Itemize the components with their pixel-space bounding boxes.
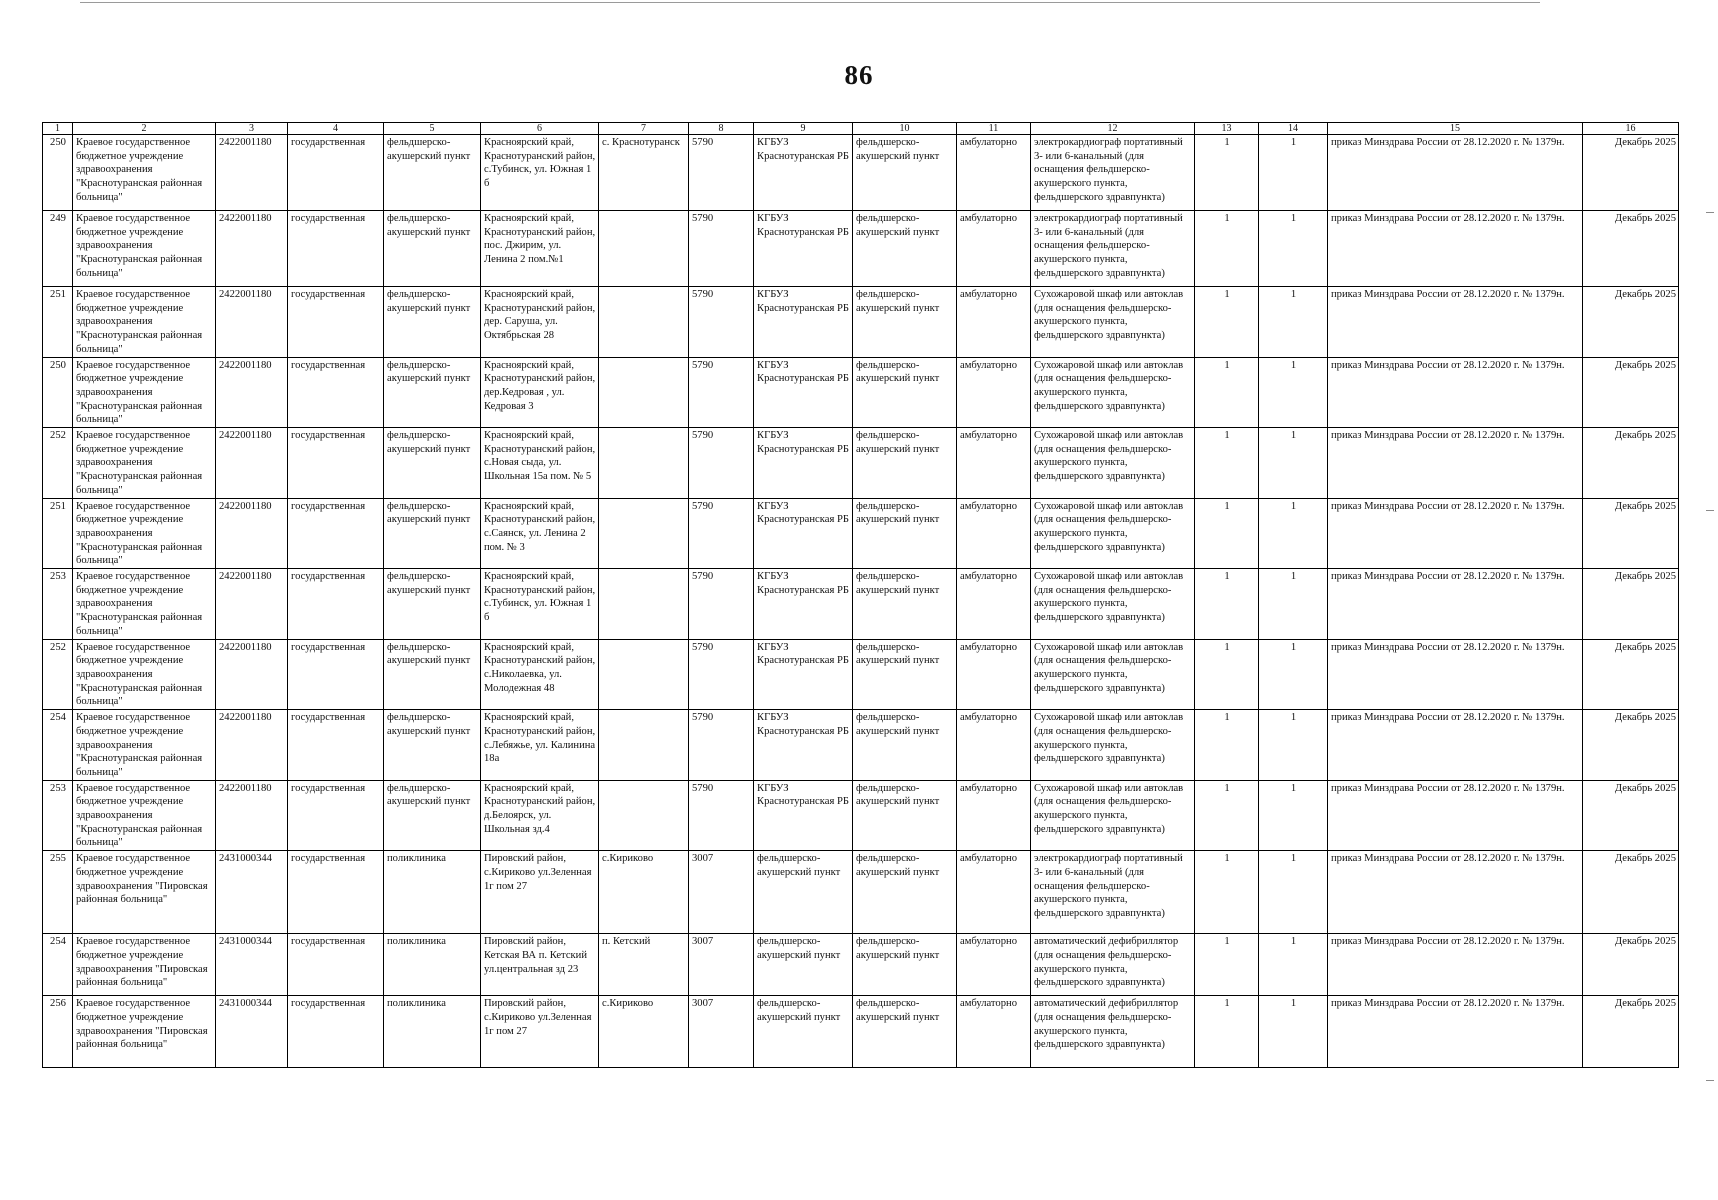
code-cell: 5790 (689, 569, 754, 640)
organization-cell: Краевое государственное бюджетное учреждение здравоохранения "Краснотуранская районная больница" (73, 780, 216, 851)
ownership-cell: государственная (288, 996, 384, 1068)
ownership-cell: государственная (288, 211, 384, 287)
address-cell: Красноярский край, Краснотуранский район, с.Новая сыда, ул. Школьная 15а пом. № 5 (481, 428, 599, 499)
quantity-cell: 1 (1195, 780, 1259, 851)
quantity-cell: 1 (1195, 498, 1259, 569)
settlement-cell: с.Кириково (599, 996, 689, 1068)
address-cell: Красноярский край, Краснотуранский район, с.Саянск, ул. Ленина 2 пом. № 3 (481, 498, 599, 569)
subdivision-cell: фельдшерско-акушерский пункт (853, 851, 957, 934)
subdivision-cell: фельдшерско-акушерский пункт (853, 639, 957, 710)
date-cell: Декабрь 2025 (1583, 498, 1679, 569)
care-mode-cell: амбулаторно (957, 934, 1031, 996)
ownership-cell: государственная (288, 135, 384, 211)
settlement-cell: с. Краснотуранск (599, 135, 689, 211)
column-header: 9 (754, 123, 853, 135)
settlement-cell (599, 357, 689, 428)
settlement-cell (599, 287, 689, 358)
unit-type-cell: фельдшерско-акушерский пункт (384, 211, 481, 287)
table-row (43, 710, 1679, 781)
quantity-cell: 1 (1259, 428, 1328, 499)
table-row (43, 996, 1679, 1068)
quantity-cell: 1 (1259, 135, 1328, 211)
care-mode-cell: амбулаторно (957, 569, 1031, 640)
equipment-cell: Сухожаровой шкаф или автоклав (для оснащения фельдшерско-акушерского пункта, фельдшерского здравпункта) (1031, 710, 1195, 781)
inn-cell: 2422001180 (216, 428, 288, 499)
organization-cell: Краевое государственное бюджетное учреждение здравоохранения "Краснотуранская районная больница" (73, 135, 216, 211)
settlement-cell: с.Кириково (599, 851, 689, 934)
address-cell: Красноярский край, Краснотуранский район, с.Николаевка, ул. Молодежная 48 (481, 639, 599, 710)
equipment-cell: электрокардиограф портативный 3- или 6-канальный (для оснащения фельдшерско-акушерского пункта, фельдшерского здравпункта) (1031, 851, 1195, 934)
division-cell: КГБУЗ Краснотуранская РБ (754, 135, 853, 211)
ownership-cell: государственная (288, 498, 384, 569)
column-header: 12 (1031, 123, 1195, 135)
scan-edge-mark (1706, 1080, 1714, 1081)
basis-cell: приказ Минздрава России от 28.12.2020 г. № 1379н. (1328, 934, 1583, 996)
organization-cell: Краевое государственное бюджетное учреждение здравоохранения "Краснотуранская районная больница" (73, 357, 216, 428)
code-cell: 5790 (689, 135, 754, 211)
quantity-cell: 1 (1195, 135, 1259, 211)
date-cell: Декабрь 2025 (1583, 569, 1679, 640)
basis-cell: приказ Минздрава России от 28.12.2020 г. № 1379н. (1328, 211, 1583, 287)
organization-cell: Краевое государственное бюджетное учреждение здравоохранения "Краснотуранская районная больница" (73, 639, 216, 710)
quantity-cell: 1 (1195, 851, 1259, 934)
column-header: 1 (43, 123, 73, 135)
quantity-cell: 1 (1259, 639, 1328, 710)
settlement-cell (599, 639, 689, 710)
column-header: 2 (73, 123, 216, 135)
quantity-cell: 1 (1195, 996, 1259, 1068)
date-cell: Декабрь 2025 (1583, 710, 1679, 781)
organization-cell: Краевое государственное бюджетное учреждение здравоохранения "Краснотуранская районная больница" (73, 287, 216, 358)
settlement-cell: п. Кетский (599, 934, 689, 996)
basis-cell: приказ Минздрава России от 28.12.2020 г. № 1379н. (1328, 569, 1583, 640)
subdivision-cell: фельдшерско-акушерский пункт (853, 287, 957, 358)
table-row (43, 498, 1679, 569)
date-cell: Декабрь 2025 (1583, 851, 1679, 934)
code-cell: 5790 (689, 639, 754, 710)
basis-cell: приказ Минздрава России от 28.12.2020 г. № 1379н. (1328, 996, 1583, 1068)
address-cell: Пировский район, с.Кириково ул.Зеленная 1г пом 27 (481, 851, 599, 934)
care-mode-cell: амбулаторно (957, 287, 1031, 358)
care-mode-cell: амбулаторно (957, 639, 1031, 710)
date-cell: Декабрь 2025 (1583, 639, 1679, 710)
code-cell: 3007 (689, 996, 754, 1068)
equipment-cell: Сухожаровой шкаф или автоклав (для оснащения фельдшерско-акушерского пункта, фельдшерского здравпункта) (1031, 287, 1195, 358)
row-number-cell: 251 (43, 287, 73, 358)
row-number-cell: 250 (43, 357, 73, 428)
ownership-cell: государственная (288, 780, 384, 851)
quantity-cell: 1 (1259, 780, 1328, 851)
inn-cell: 2422001180 (216, 639, 288, 710)
row-number-cell: 251 (43, 498, 73, 569)
address-cell: Красноярский край, Краснотуранский район, с.Тубинск, ул. Южная 1 б (481, 569, 599, 640)
equipment-cell: Сухожаровой шкаф или автоклав (для оснащения фельдшерско-акушерского пункта, фельдшерского здравпункта) (1031, 498, 1195, 569)
organization-cell: Краевое государственное бюджетное учреждение здравоохранения "Пировская районная больница" (73, 851, 216, 934)
table-row (43, 780, 1679, 851)
equipment-cell: электрокардиограф портативный 3- или 6-канальный (для оснащения фельдшерско-акушерского пункта, фельдшерского здравпункта) (1031, 135, 1195, 211)
settlement-cell (599, 710, 689, 781)
inn-cell: 2431000344 (216, 996, 288, 1068)
address-cell: Красноярский край, Краснотуранский район, д.Белоярск, ул. Школьная зд.4 (481, 780, 599, 851)
basis-cell: приказ Минздрава России от 28.12.2020 г. № 1379н. (1328, 639, 1583, 710)
address-cell: Пировский район, Кетская ВА п. Кетский ул.центральная зд 23 (481, 934, 599, 996)
quantity-cell: 1 (1259, 996, 1328, 1068)
address-cell: Пировский район, с.Кириково ул.Зеленная 1г пом 27 (481, 996, 599, 1068)
column-header: 7 (599, 123, 689, 135)
ownership-cell: государственная (288, 934, 384, 996)
care-mode-cell: амбулаторно (957, 851, 1031, 934)
address-cell: Красноярский край, Краснотуранский район, пос. Джирим, ул. Ленина 2 пом.№1 (481, 211, 599, 287)
inn-cell: 2431000344 (216, 851, 288, 934)
address-cell: Красноярский край, Краснотуранский район, дер. Саруша, ул. Октябрьская 28 (481, 287, 599, 358)
inn-cell: 2422001180 (216, 287, 288, 358)
care-mode-cell: амбулаторно (957, 428, 1031, 499)
subdivision-cell: фельдшерско-акушерский пункт (853, 996, 957, 1068)
unit-type-cell: фельдшерско-акушерский пункт (384, 569, 481, 640)
quantity-cell: 1 (1259, 211, 1328, 287)
unit-type-cell: фельдшерско-акушерский пункт (384, 357, 481, 428)
care-mode-cell: амбулаторно (957, 780, 1031, 851)
code-cell: 5790 (689, 498, 754, 569)
equipment-cell: Сухожаровой шкаф или автоклав (для оснащения фельдшерско-акушерского пункта, фельдшерского здравпункта) (1031, 780, 1195, 851)
column-header: 16 (1583, 123, 1679, 135)
basis-cell: приказ Минздрава России от 28.12.2020 г. № 1379н. (1328, 428, 1583, 499)
quantity-cell: 1 (1259, 357, 1328, 428)
subdivision-cell: фельдшерско-акушерский пункт (853, 710, 957, 781)
quantity-cell: 1 (1259, 569, 1328, 640)
date-cell: Декабрь 2025 (1583, 428, 1679, 499)
organization-cell: Краевое государственное бюджетное учреждение здравоохранения "Краснотуранская районная больница" (73, 428, 216, 499)
basis-cell: приказ Минздрава России от 28.12.2020 г. № 1379н. (1328, 710, 1583, 781)
date-cell: Декабрь 2025 (1583, 357, 1679, 428)
equipment-cell: автоматический дефибриллятор (для оснащения фельдшерско-акушерского пункта, фельдшерского здравпункта) (1031, 996, 1195, 1068)
inn-cell: 2422001180 (216, 498, 288, 569)
division-cell: фельдшерско-акушерский пункт (754, 851, 853, 934)
code-cell: 5790 (689, 780, 754, 851)
table-row (43, 428, 1679, 499)
quantity-cell: 1 (1195, 287, 1259, 358)
subdivision-cell: фельдшерско-акушерский пункт (853, 211, 957, 287)
inn-cell: 2422001180 (216, 780, 288, 851)
organization-cell: Краевое государственное бюджетное учреждение здравоохранения "Краснотуранская районная больница" (73, 211, 216, 287)
ownership-cell: государственная (288, 851, 384, 934)
column-header: 10 (853, 123, 957, 135)
row-number-cell: 254 (43, 710, 73, 781)
address-cell: Красноярский край, Краснотуранский район, с.Лебяжье, ул. Калинина 18а (481, 710, 599, 781)
subdivision-cell: фельдшерско-акушерский пункт (853, 498, 957, 569)
table-row (43, 287, 1679, 358)
column-header: 4 (288, 123, 384, 135)
table-row (43, 934, 1679, 996)
subdivision-cell: фельдшерско-акушерский пункт (853, 428, 957, 499)
column-header: 13 (1195, 123, 1259, 135)
quantity-cell: 1 (1259, 934, 1328, 996)
row-number-cell: 252 (43, 428, 73, 499)
date-cell: Декабрь 2025 (1583, 287, 1679, 358)
basis-cell: приказ Минздрава России от 28.12.2020 г. № 1379н. (1328, 135, 1583, 211)
table-row (43, 211, 1679, 287)
table-body (43, 135, 1679, 1068)
ownership-cell: государственная (288, 639, 384, 710)
row-number-cell: 249 (43, 211, 73, 287)
table-row (43, 135, 1679, 211)
organization-cell: Краевое государственное бюджетное учреждение здравоохранения "Краснотуранская районная больница" (73, 569, 216, 640)
organization-cell: Краевое государственное бюджетное учреждение здравоохранения "Краснотуранская районная больница" (73, 710, 216, 781)
unit-type-cell: фельдшерско-акушерский пункт (384, 639, 481, 710)
code-cell: 5790 (689, 211, 754, 287)
address-cell: Красноярский край, Краснотуранский район, дер.Кедровая , ул. Кедровая 3 (481, 357, 599, 428)
division-cell: КГБУЗ Краснотуранская РБ (754, 211, 853, 287)
care-mode-cell: амбулаторно (957, 996, 1031, 1068)
column-header: 3 (216, 123, 288, 135)
ownership-cell: государственная (288, 569, 384, 640)
unit-type-cell: фельдшерско-акушерский пункт (384, 428, 481, 499)
inn-cell: 2422001180 (216, 211, 288, 287)
equipment-cell: Сухожаровой шкаф или автоклав (для оснащения фельдшерско-акушерского пункта, фельдшерского здравпункта) (1031, 428, 1195, 499)
row-number-cell: 256 (43, 996, 73, 1068)
row-number-cell: 253 (43, 569, 73, 640)
date-cell: Декабрь 2025 (1583, 934, 1679, 996)
basis-cell: приказ Минздрава России от 28.12.2020 г. № 1379н. (1328, 357, 1583, 428)
division-cell: КГБУЗ Краснотуранская РБ (754, 428, 853, 499)
code-cell: 5790 (689, 357, 754, 428)
column-header: 15 (1328, 123, 1583, 135)
table-row (43, 569, 1679, 640)
quantity-cell: 1 (1195, 357, 1259, 428)
division-cell: фельдшерско-акушерский пункт (754, 996, 853, 1068)
organization-cell: Краевое государственное бюджетное учреждение здравоохранения "Краснотуранская районная больница" (73, 498, 216, 569)
column-header: 14 (1259, 123, 1328, 135)
organization-cell: Краевое государственное бюджетное учреждение здравоохранения "Пировская районная больница" (73, 996, 216, 1068)
scan-edge-mark (1706, 212, 1714, 213)
subdivision-cell: фельдшерско-акушерский пункт (853, 357, 957, 428)
care-mode-cell: амбулаторно (957, 357, 1031, 428)
row-number-cell: 250 (43, 135, 73, 211)
division-cell: КГБУЗ Краснотуранская РБ (754, 639, 853, 710)
equipment-cell: Сухожаровой шкаф или автоклав (для оснащения фельдшерско-акушерского пункта, фельдшерского здравпункта) (1031, 639, 1195, 710)
table-row (43, 639, 1679, 710)
column-header: 11 (957, 123, 1031, 135)
unit-type-cell: поликлиника (384, 934, 481, 996)
address-cell: Красноярский край, Краснотуранский район, с.Тубинск, ул. Южная 1 б (481, 135, 599, 211)
unit-type-cell: фельдшерско-акушерский пункт (384, 710, 481, 781)
settlement-cell (599, 428, 689, 499)
organization-cell: Краевое государственное бюджетное учреждение здравоохранения "Пировская районная больница" (73, 934, 216, 996)
basis-cell: приказ Минздрава России от 28.12.2020 г. № 1379н. (1328, 851, 1583, 934)
settlement-cell (599, 780, 689, 851)
care-mode-cell: амбулаторно (957, 710, 1031, 781)
division-cell: КГБУЗ Краснотуранская РБ (754, 357, 853, 428)
equipment-cell: Сухожаровой шкаф или автоклав (для оснащения фельдшерско-акушерского пункта, фельдшерского здравпункта) (1031, 569, 1195, 640)
scan-edge-line (80, 2, 1540, 3)
inn-cell: 2422001180 (216, 357, 288, 428)
table-row (43, 851, 1679, 934)
ownership-cell: государственная (288, 287, 384, 358)
column-number-row (43, 123, 1679, 135)
quantity-cell: 1 (1195, 428, 1259, 499)
column-header: 8 (689, 123, 754, 135)
row-number-cell: 254 (43, 934, 73, 996)
division-cell: КГБУЗ Краснотуранская РБ (754, 710, 853, 781)
page-number: 86 (844, 60, 874, 90)
unit-type-cell: поликлиника (384, 996, 481, 1068)
ownership-cell: государственная (288, 710, 384, 781)
subdivision-cell: фельдшерско-акушерский пункт (853, 934, 957, 996)
row-number-cell: 255 (43, 851, 73, 934)
column-header: 5 (384, 123, 481, 135)
settlement-cell (599, 498, 689, 569)
division-cell: КГБУЗ Краснотуранская РБ (754, 569, 853, 640)
equipment-register-table (42, 122, 1679, 1068)
scan-edge-mark (1706, 510, 1714, 511)
division-cell: фельдшерско-акушерский пункт (754, 934, 853, 996)
quantity-cell: 1 (1259, 851, 1328, 934)
code-cell: 5790 (689, 710, 754, 781)
row-number-cell: 252 (43, 639, 73, 710)
inn-cell: 2422001180 (216, 569, 288, 640)
quantity-cell: 1 (1195, 710, 1259, 781)
unit-type-cell: фельдшерско-акушерский пункт (384, 135, 481, 211)
ownership-cell: государственная (288, 357, 384, 428)
inn-cell: 2422001180 (216, 135, 288, 211)
care-mode-cell: амбулаторно (957, 211, 1031, 287)
date-cell: Декабрь 2025 (1583, 135, 1679, 211)
division-cell: КГБУЗ Краснотуранская РБ (754, 498, 853, 569)
date-cell: Декабрь 2025 (1583, 996, 1679, 1068)
care-mode-cell: амбулаторно (957, 135, 1031, 211)
quantity-cell: 1 (1259, 287, 1328, 358)
equipment-cell: электрокардиограф портативный 3- или 6-канальный (для оснащения фельдшерско-акушерского пункта, фельдшерского здравпункта) (1031, 211, 1195, 287)
quantity-cell: 1 (1259, 710, 1328, 781)
subdivision-cell: фельдшерско-акушерский пункт (853, 569, 957, 640)
code-cell: 5790 (689, 428, 754, 499)
quantity-cell: 1 (1195, 211, 1259, 287)
division-cell: КГБУЗ Краснотуранская РБ (754, 287, 853, 358)
unit-type-cell: фельдшерско-акушерский пункт (384, 287, 481, 358)
column-header: 6 (481, 123, 599, 135)
basis-cell: приказ Минздрава России от 28.12.2020 г. № 1379н. (1328, 287, 1583, 358)
division-cell: КГБУЗ Краснотуранская РБ (754, 780, 853, 851)
subdivision-cell: фельдшерско-акушерский пункт (853, 780, 957, 851)
equipment-cell: Сухожаровой шкаф или автоклав (для оснащения фельдшерско-акушерского пункта, фельдшерского здравпункта) (1031, 357, 1195, 428)
unit-type-cell: фельдшерско-акушерский пункт (384, 780, 481, 851)
care-mode-cell: амбулаторно (957, 498, 1031, 569)
inn-cell: 2422001180 (216, 710, 288, 781)
quantity-cell: 1 (1195, 934, 1259, 996)
unit-type-cell: поликлиника (384, 851, 481, 934)
basis-cell: приказ Минздрава России от 28.12.2020 г. № 1379н. (1328, 498, 1583, 569)
row-number-cell: 253 (43, 780, 73, 851)
table-row (43, 357, 1679, 428)
settlement-cell (599, 211, 689, 287)
inn-cell: 2431000344 (216, 934, 288, 996)
unit-type-cell: фельдшерско-акушерский пункт (384, 498, 481, 569)
subdivision-cell: фельдшерско-акушерский пункт (853, 135, 957, 211)
quantity-cell: 1 (1195, 569, 1259, 640)
date-cell: Декабрь 2025 (1583, 780, 1679, 851)
equipment-cell: автоматический дефибриллятор (для оснащения фельдшерско-акушерского пункта, фельдшерского здравпункта) (1031, 934, 1195, 996)
settlement-cell (599, 569, 689, 640)
code-cell: 5790 (689, 287, 754, 358)
date-cell: Декабрь 2025 (1583, 211, 1679, 287)
basis-cell: приказ Минздрава России от 28.12.2020 г. № 1379н. (1328, 780, 1583, 851)
code-cell: 3007 (689, 934, 754, 996)
ownership-cell: государственная (288, 428, 384, 499)
code-cell: 3007 (689, 851, 754, 934)
quantity-cell: 1 (1259, 498, 1328, 569)
quantity-cell: 1 (1195, 639, 1259, 710)
